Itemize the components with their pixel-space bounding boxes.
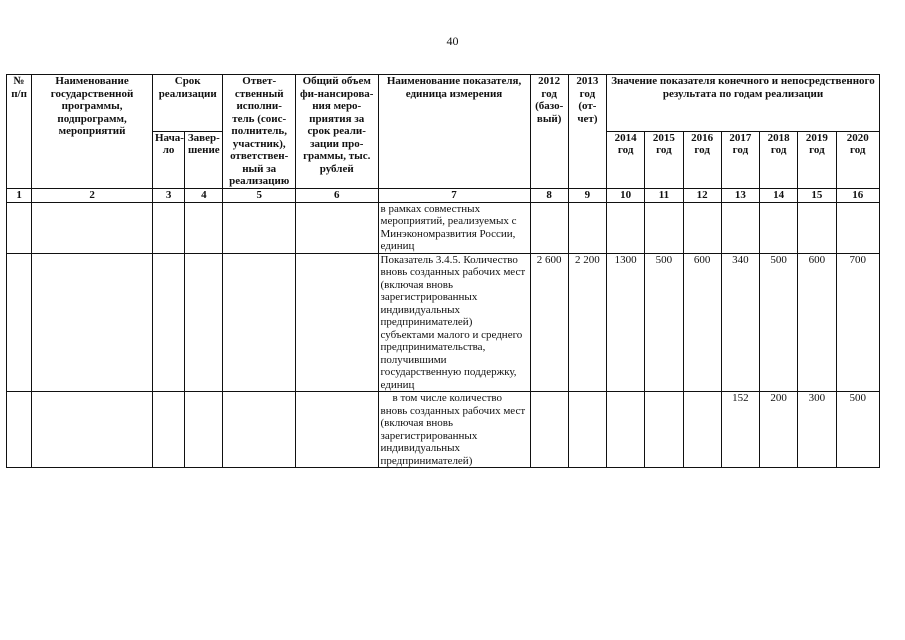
header-year-2016: 2016 год (683, 131, 721, 188)
column-number-row (7, 188, 880, 202)
value-2013 (568, 202, 606, 253)
header-2013: 2013 год (от-чет) (568, 75, 606, 189)
column-number: 12 (683, 188, 721, 202)
header-term: Срок реализации (152, 75, 222, 132)
header-term-end: Завер-шение (185, 131, 223, 188)
column-number: 8 (530, 188, 568, 202)
indicator-cell: в том числе количество вновь созданных рабочих мест (включая вновь зарегистрированных индивидуальных предпринимателей) (378, 392, 530, 468)
header-num: № п/п (7, 75, 32, 189)
column-number: 4 (185, 188, 223, 202)
value-2014: 1300 (607, 253, 645, 392)
column-number: 11 (645, 188, 683, 202)
indicator-cell: в рамках совместных мероприятий, реализуемых с Минэкономразвития России, единиц (378, 202, 530, 253)
value-2015 (645, 202, 683, 253)
table-row (7, 253, 880, 392)
header-indicator: Наименование показателя, единица измерения (378, 75, 530, 189)
value-2016 (683, 202, 721, 253)
value-2012 (530, 392, 568, 468)
header-year-2018: 2018 год (760, 131, 798, 188)
header-year-2019: 2019 год (798, 131, 836, 188)
value-2015 (645, 392, 683, 468)
column-number: 7 (378, 188, 530, 202)
indicator-cell: Показатель 3.4.5. Количество вновь созданных рабочих мест (включая вновь зарегистрированных индивидуальных предпринимателей) субъектами малого и среднего предпринимательства, получившими государственную поддержку, единиц (378, 253, 530, 392)
value-2014 (607, 392, 645, 468)
header-volume: Общий объем фи-нансирова-ния меро-приятия за срок реали-зации про-граммы, тыс. рублей (295, 75, 378, 189)
header-executor: Ответ-ственный исполни-тель (соис-полнитель, участник), ответствен-ный за реализацию (223, 75, 295, 189)
value-2019: 300 (798, 392, 836, 468)
column-number: 2 (32, 188, 153, 202)
value-2014 (607, 202, 645, 253)
value-2012 (530, 202, 568, 253)
column-number: 10 (607, 188, 645, 202)
value-2020: 500 (836, 392, 879, 468)
value-2015: 500 (645, 253, 683, 392)
header-year-2020: 2020 год (836, 131, 879, 188)
value-2017: 152 (721, 392, 759, 468)
column-number: 5 (223, 188, 295, 202)
header-year-2017: 2017 год (721, 131, 759, 188)
header-year-2014: 2014 год (607, 131, 645, 188)
value-2013 (568, 392, 606, 468)
value-2019 (798, 202, 836, 253)
column-number: 15 (798, 188, 836, 202)
value-2020 (836, 202, 879, 253)
value-2018: 500 (760, 253, 798, 392)
header-2012: 2012 год (базо-вый) (530, 75, 568, 189)
column-number: 6 (295, 188, 378, 202)
indicators-table (6, 74, 880, 468)
value-2016: 600 (683, 253, 721, 392)
value-2018 (760, 202, 798, 253)
value-2017: 340 (721, 253, 759, 392)
header-program: Наименование государственной программы, подпрограмм, мероприятий (32, 75, 153, 189)
table-row (7, 392, 880, 468)
column-number: 13 (721, 188, 759, 202)
table-row (7, 202, 880, 253)
value-2020: 700 (836, 253, 879, 392)
page-number: 40 (446, 34, 459, 48)
value-2016 (683, 392, 721, 468)
column-number: 3 (152, 188, 184, 202)
column-number: 16 (836, 188, 879, 202)
header-values-group: Значение показателя конечного и непосредственного результата по годам реализации (607, 75, 880, 132)
column-number: 9 (568, 188, 606, 202)
column-number: 14 (760, 188, 798, 202)
value-2019: 600 (798, 253, 836, 392)
value-2012: 2 600 (530, 253, 568, 392)
header-year-2015: 2015 год (645, 131, 683, 188)
column-number: 1 (7, 188, 32, 202)
value-2017 (721, 202, 759, 253)
header-term-start: Нача-ло (152, 131, 184, 188)
value-2018: 200 (760, 392, 798, 468)
value-2013: 2 200 (568, 253, 606, 392)
